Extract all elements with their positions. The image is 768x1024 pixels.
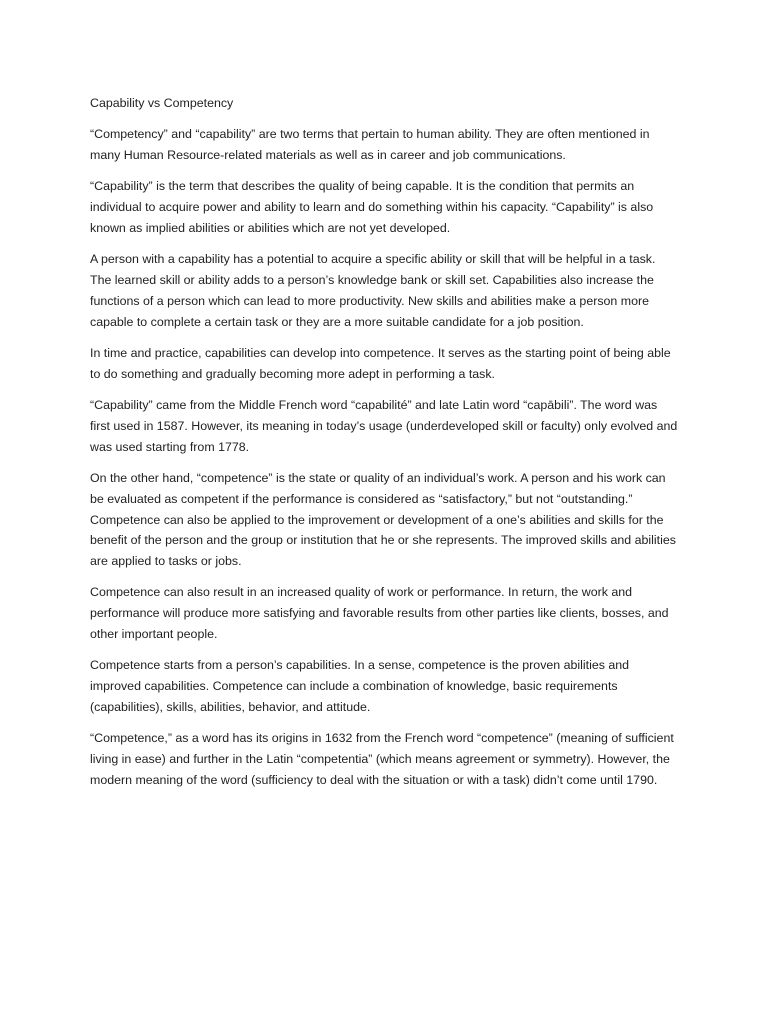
- document-title: Capability vs Competency: [90, 96, 234, 110]
- paragraph-7: Competence can also result in an increased quality of work or performance. In return, the work and performance will produce more satisfying and favorable results from other parties like clients, bosses, and other important people.: [90, 585, 669, 642]
- paragraph-2: “Capability” is the term that describes the quality of being capable. It is the condition that permits an individual to acquire power and ability to learn and do something within his capacity. “Capability” is also known as implied abilities or abilities which are not yet developed.: [90, 179, 654, 235]
- paragraph-6: On the other hand, “competence” is the state or quality of an individual’s work. A person and his work can be evaluated as competent if the performance is considered as “satisfactory,” but not “outstanding.” Competence can also be applied to the improvement or development of a one’s abilities and skills for the benefit of the person and the group or institution that he or she represents. The improved skills and abilities are applied to tasks or jobs.: [90, 470, 676, 569]
- paragraph-1: “Competency” and “capability” are two terms that pertain to human ability. They are often mentioned in many Human Resource-related materials as well as in career and job communications.: [90, 127, 650, 163]
- paragraph-4: In time and practice, capabilities can develop into competence. It serves as the starting point of being able to do something and gradually becoming more adept in performing a task.: [90, 345, 671, 381]
- document-body: [90, 93, 680, 801]
- paragraph-8: Competence starts from a person’s capabilities. In a sense, competence is the proven abilities and improved capabilities. Competence can include a combination of knowledge, basic requirements (capabilities), skills, abilities, behavior, and attitude.: [90, 658, 630, 714]
- paragraph-5: “Capability” came from the Middle French word “capabilité” and late Latin word “capābili”. The word was first used in 1587. However, its meaning in today’s usage (underdeveloped skill or faculty) only evolved and was used starting from 1778.: [90, 398, 678, 454]
- paragraph-9: “Competence,” as a word has its origins in 1632 from the French word “competence” (meaning of sufficient living in ease) and further in the Latin “competentia” (which means agreement or symmetry). However, the modern meaning of the word (sufficiency to deal with the situation or with a task) didn’t come until 1790.: [90, 731, 674, 787]
- paragraph-3: A person with a capability has a potential to acquire a specific ability or skill that will be helpful in a task. The learned skill or ability adds to a person’s knowledge bank or skill set. Capabilities also increase the functions of a person which can lead to more productivity. New skills and abilities make a person more capable to complete a certain task or they are a more suitable candidate for a job position.: [90, 252, 656, 329]
